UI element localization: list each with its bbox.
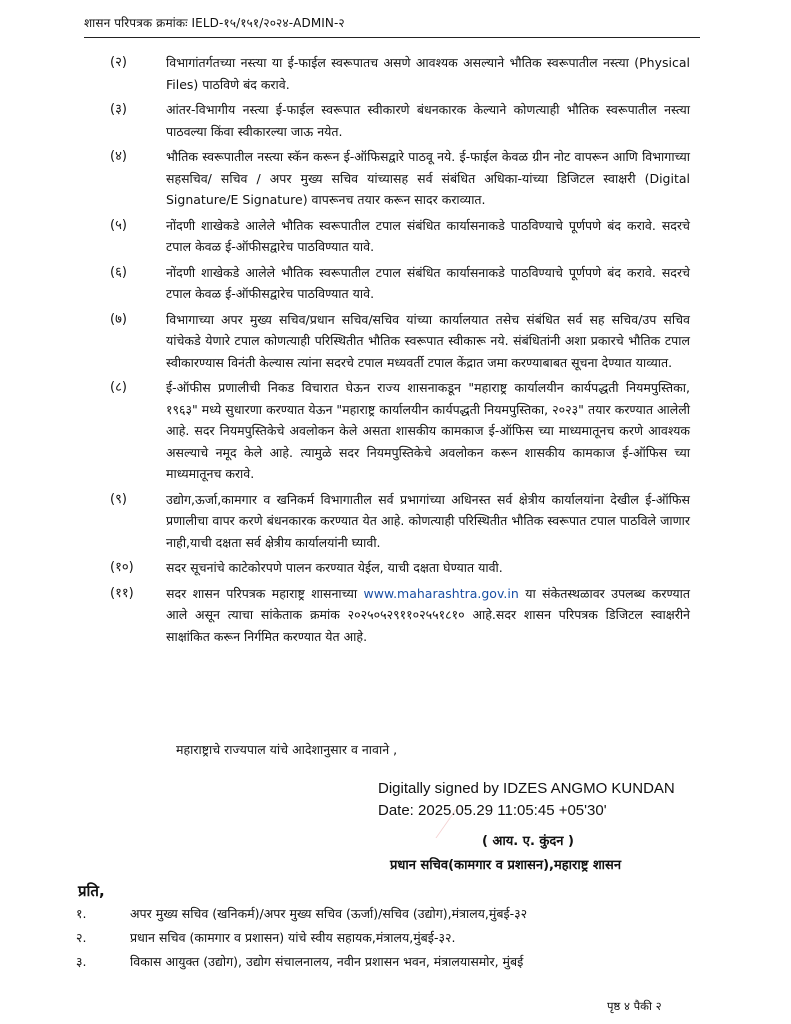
recipient-text: अपर मुख्य सचिव (खनिकर्म)/अपर मुख्य सचिव (ऊर्जा)/सचिव (उद्योग),मंत्रालय,मुंबई-३२	[130, 906, 528, 921]
signature-date: Date: 2025.05.29 11:05:45 +05'30'	[378, 802, 607, 819]
recipient-number: २.	[76, 930, 87, 945]
page-number: पृष्ठ ४ पैकी २	[607, 999, 662, 1013]
item-number: (११)	[110, 585, 134, 601]
item-text-post: या संकेतस्थळावर उपलब्ध करण्यात आले असून त्याचा सांकेताक क्रमांक २०२५०५२९११०२५५१८१० आहे.सदर शासन परिपत्रक डिजिटल स्वाक्षरीने साक्षांकित करून निर्गमित करण्यात येत आहे.	[166, 585, 690, 644]
closing-line: महाराष्ट्राचे राज्यपाल यांचे आदेशानुसार व नावाने ,	[176, 742, 398, 757]
item-number: (२)	[110, 55, 127, 70]
list-item	[110, 489, 690, 554]
item-number: (७)	[110, 311, 127, 327]
list-item	[110, 52, 690, 95]
recipient-number: ३.	[76, 954, 87, 969]
list-item	[110, 99, 690, 142]
item-text: नोंदणी शाखेकडे आलेले भौतिक स्वरूपातील टपाल संबंधित कार्यासनाकडे पाठविण्याचे पूर्णपणे बंद करावे. सदरचे टपाल केवळ ई-ऑफीसद्वारेच पाठविण्यात यावे.	[166, 264, 690, 301]
list-item	[110, 557, 690, 579]
recipient-text: प्रधान सचिव (कामगार व प्रशासन) यांचे स्वीय सहायक,मंत्रालय,मुंबई-३२.	[130, 930, 456, 945]
list-item	[110, 377, 690, 485]
document-header: शासन परिपत्रक क्रमांकः IELD-१५/१५१/२०२४-ADMIN-२	[84, 14, 700, 38]
list-item	[110, 583, 690, 648]
item-text: विभागाच्या अपर मुख्य सचिव/प्रधान सचिव/सचिव यांच्या कार्यालयात तसेच संबंधित सर्व सह सचिव/उप सचिव यांचेकडे येणारे टपाल कोणत्याही परिस्थितीत भौतिक स्वरूपात स्वीकारू नये. संबंधितांनी अशा प्रकारचे भौतिक टपाल स्वीकारण्यास विनंती केल्यास त्यांना सदरचे टपाल मध्यवर्ती टपाल केंद्रात जमा करण्याबाबत सूचना देण्यात याव्यात.	[166, 311, 690, 370]
list-item	[110, 262, 690, 305]
item-number: (९)	[110, 491, 127, 507]
item-text: विभागांतर्गतच्या नस्त्या या ई-फाईल स्वरूपातच असणे आवश्यक असल्याने भौतिक स्वरूपातील नस्त्या (Physical Files) पाठविणे बंद करावे.	[166, 55, 690, 92]
item-number: (१०)	[110, 560, 134, 575]
item-text: उद्योग,ऊर्जा,कामगार व खनिकर्म विभागातील सर्व प्रभागांच्या अधिनस्त सर्व क्षेत्रीय कार्यालयांना देखील ई-ऑफिस प्रणालीचा वापर करणे बंधनकारक करण्यात येत आहे. कोणत्याही परिस्थितीत भौतिक स्वरूपात टपाल पाठविले जाणार नाही,याची दक्षता सर्व क्षेत्रीय कार्यालयांनी घ्यावी.	[166, 491, 690, 550]
item-text	[166, 583, 690, 648]
signatory-designation: प्रधान सचिव(कामगार व प्रशासन),महाराष्ट्र शासन	[390, 858, 622, 873]
item-text-pre: सदर शासन परिपत्रक महाराष्ट्र शासनाच्या	[166, 585, 364, 601]
item-text: भौतिक स्वरूपातील नस्त्या स्कॅन करून ई-ऑफिसद्वारे पाठवू नये. ई-फाईल केवळ ग्रीन नोट वापरून आणि विभागाच्या सहसचिव/ सचिव / अपर मुख्य सचिव यांच्यासह सर्व संबंधित अधिका-यांच्या डिजिटल स्वाक्षरी (Digital Signature/E Signature) वापरूनच तयार करून सादर कराव्यात.	[166, 149, 690, 207]
item-text: ई-ऑफीस प्रणालीची निकड विचारात घेऊन राज्य शासनाकडून "महाराष्ट्र कार्यालयीन कार्यपद्धती नियमपुस्तिका, १९६३" मध्ये सुधारणा करण्यात येऊन "महाराष्ट्र कार्यालयीन कार्यपद्धती नियमपुस्तिका, २०२३" तयार करण्यात आलेली आहे. सदर नियमपुस्तिकेचे अवलोकन केले असता शासकीय कामकाज ई-ऑफिस च्या माध्यमातूनच करणे आवश्यक असल्याचे नमूद केले आहे. त्यामुळे सदर नियमपुस्तिकेचे अवलोकन करून शासकीय कामकाज ई-ऑफिस च्या माध्यमातूनच करावे.	[166, 380, 690, 481]
item-text: सदर सूचनांचे काटेकोरपणे पालन करण्यात येईल, याची दक्षता घेण्यात यावी.	[166, 560, 503, 575]
recipient-item	[76, 905, 527, 922]
list-item	[110, 146, 690, 211]
recipient-number: १.	[76, 906, 87, 921]
item-text: नोंदणी शाखेकडे आलेले भौतिक स्वरूपातील टपाल संबंधित कार्यासनाकडे पाठविण्याचे पूर्णपणे बंद करावे. सदरचे टपाल केवळ ई-ऑफीसद्वारेच पाठविण्यात यावे.	[166, 217, 690, 254]
list-item	[110, 215, 690, 258]
website-link[interactable]: www.maharashtra.gov.in	[363, 585, 519, 601]
item-number: (३)	[110, 102, 127, 117]
item-number: (८)	[110, 380, 127, 395]
recipient-text: विकास आयुक्त (उद्योग), उद्योग संचालनालय, नवीन प्रशासन भवन, मंत्रालयासमोर, मुंबई	[130, 954, 524, 969]
item-number: (५)	[110, 217, 127, 233]
item-text: आंतर-विभागीय नस्त्या ई-फाईल स्वरूपात स्वीकारणे बंधनकारक केल्याने कोणत्याही भौतिक स्वरूपातील नस्त्या पाठवल्या किंवा स्वीकारल्या जाऊ नयेत.	[166, 102, 690, 139]
list-item	[110, 309, 690, 374]
item-number: (४)	[110, 149, 127, 164]
recipients-heading: प्रति,	[78, 882, 105, 900]
signatory-name: ( आय. ए. कुंदन )	[482, 834, 574, 849]
recipient-item	[76, 929, 455, 946]
recipient-item	[76, 953, 523, 970]
item-number: (६)	[110, 264, 127, 280]
signature-signed-by: Digitally signed by IDZES ANGMO KUNDAN	[378, 780, 675, 797]
instruction-list	[110, 52, 690, 651]
